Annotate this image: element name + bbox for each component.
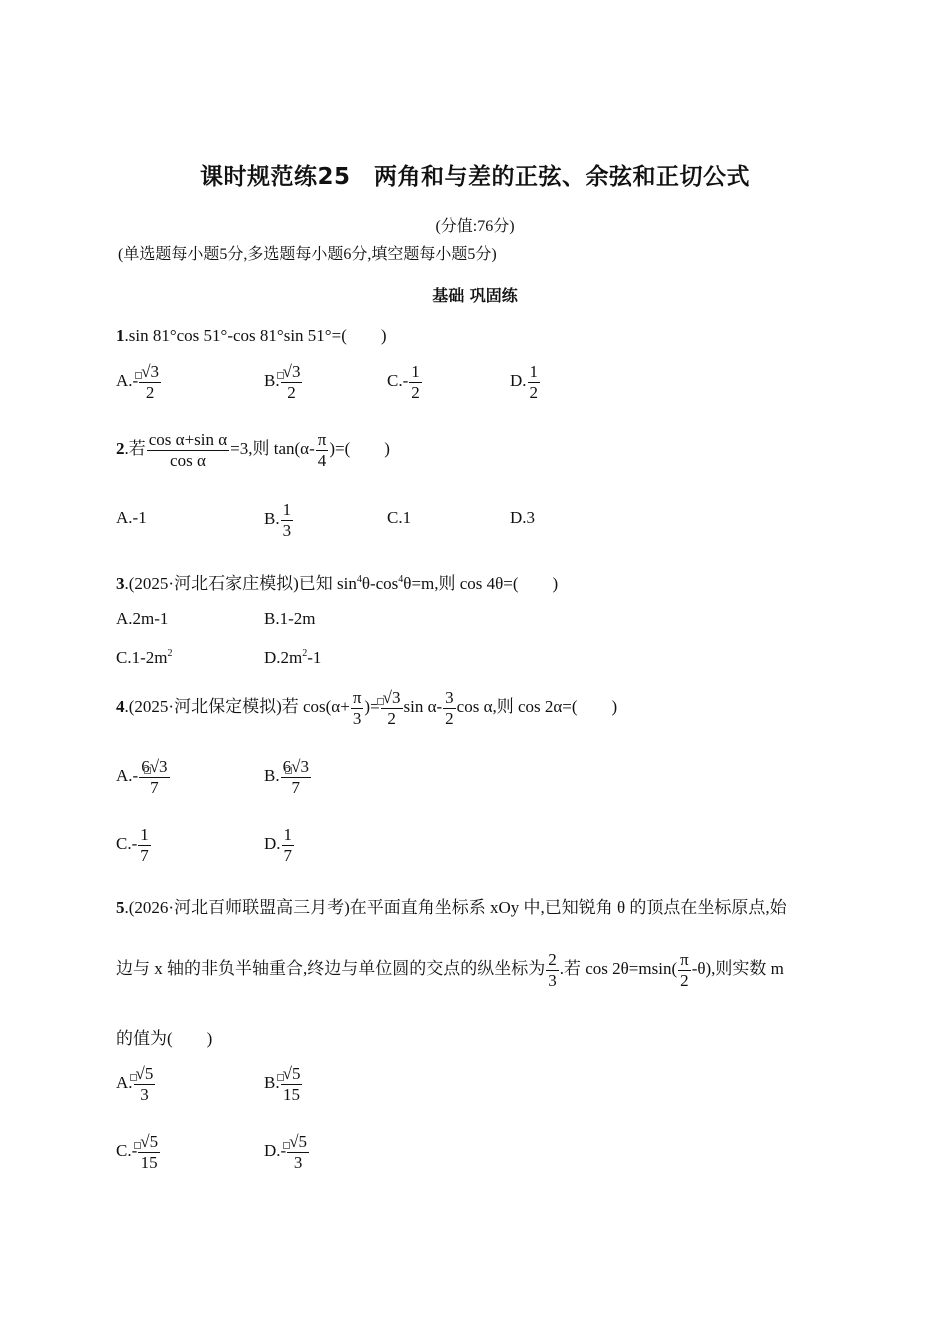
option-1d[interactable] bbox=[510, 362, 541, 402]
option-2c[interactable]: C.1 bbox=[387, 508, 412, 527]
option-5c[interactable] bbox=[116, 1132, 161, 1172]
fraction: $\frac{1}{3}$ bbox=[282, 500, 292, 540]
option-label: C.- bbox=[387, 370, 409, 390]
section-heading: 基础 巩固练 bbox=[432, 286, 518, 305]
question-5-line-3: 的值为( ) bbox=[116, 1029, 213, 1048]
option-label: C.- bbox=[116, 1140, 138, 1160]
fraction: $\frac{√3}{2}$ bbox=[281, 362, 303, 402]
option-4b[interactable] bbox=[264, 757, 312, 797]
fraction: $\frac{1}{7}$ bbox=[140, 825, 149, 865]
fraction: $\frac{√3}{2}$ bbox=[139, 362, 161, 402]
option-label: B. bbox=[264, 508, 280, 528]
page-title: 课时规范练25 两角和与差的正弦、余弦和正切公式 bbox=[199, 164, 750, 190]
fraction: $\frac{\pi}{2}$ bbox=[680, 950, 689, 990]
question-number: 4 bbox=[116, 696, 125, 716]
option-2a[interactable]: A.-1 bbox=[116, 508, 147, 527]
fraction: $\frac{\pi}{4}$ bbox=[317, 430, 327, 470]
option-label: B. bbox=[264, 1072, 280, 1092]
question-5-line-2: 边与 x 轴的非负半轴重合,终边与单位圆的交点的纵坐标为 $\frac{2}{3}$ .若 cos 2θ=msin( $\frac{\pi}{2}$ -θ),则实数 m bbox=[116, 950, 784, 990]
option-3b[interactable]: B.1-2m bbox=[264, 609, 316, 628]
fraction: $\frac{1}{2}$ bbox=[411, 362, 420, 402]
option-label: D. bbox=[510, 370, 527, 390]
option-5d[interactable] bbox=[264, 1132, 310, 1172]
fraction: $\frac{√5}{3}$ bbox=[134, 1064, 156, 1104]
question-number: 5 bbox=[116, 898, 125, 917]
question-1-stem bbox=[116, 321, 387, 346]
fraction: $\frac{\pi}{3}$ bbox=[352, 688, 362, 728]
option-3a[interactable]: A.2m-1 bbox=[116, 609, 169, 628]
fraction: 6 √3 7 bbox=[141, 757, 168, 797]
fraction: $\frac{√5}{3}$ bbox=[287, 1132, 309, 1172]
option-2d[interactable]: D.3 bbox=[510, 508, 536, 527]
option-label: B. bbox=[264, 370, 280, 390]
option-5a[interactable] bbox=[116, 1064, 156, 1104]
question-4-stem: 4.(2025·河北保定模拟)若 cos(α+ $\frac{\pi}{3}$ )= $\frac{√3}{2}$ sin α- $\frac{3}{2}$ cos α,则 cos 2α=( ) bbox=[116, 688, 618, 728]
option-3c[interactable]: $C.1-2m^2$ bbox=[116, 648, 173, 667]
question-number: 1 bbox=[116, 326, 125, 345]
fraction: $\frac{√5}{15}$ bbox=[281, 1064, 303, 1104]
fraction: $\frac{1}{7}$ bbox=[283, 825, 293, 865]
option-5b[interactable] bbox=[264, 1064, 303, 1104]
option-3d[interactable]: $D.2m^2-1$ bbox=[264, 648, 322, 667]
question-number: 2 bbox=[116, 438, 125, 458]
option-1c[interactable] bbox=[387, 362, 423, 402]
fraction: $\frac{√3}{2}$ bbox=[381, 688, 403, 728]
option-label: D.- bbox=[264, 1140, 287, 1160]
option-label: A.- bbox=[116, 370, 139, 390]
question-3-stem: 3.(2025·河北石家庄模拟)已知 $\sin^4\theta-\cos^4\theta=m$,则 cos 4θ=( ) bbox=[116, 574, 559, 593]
score-note: (分值:76分) bbox=[435, 218, 515, 235]
option-label: D. bbox=[264, 833, 281, 853]
option-1a[interactable] bbox=[116, 362, 162, 402]
question-5-line-1: 5.(2026·河北百师联盟高三月考)在平面直角坐标系 xOy 中,已知锐角 θ 的顶点在坐标原点,始 bbox=[116, 898, 787, 917]
option-1b[interactable] bbox=[264, 362, 303, 402]
fraction: $\frac{\text{cos α+sin α}}{\text{cos α}}$ bbox=[148, 430, 228, 470]
option-4c[interactable] bbox=[116, 825, 152, 865]
option-label: C.- bbox=[116, 833, 138, 853]
scoring-rule: (单选题每小题5分,多选题每小题6分,填空题每小题5分) bbox=[118, 246, 497, 263]
option-4a[interactable] bbox=[116, 757, 171, 797]
fraction: $\frac{√5}{15}$ bbox=[138, 1132, 160, 1172]
option-label: B. bbox=[264, 765, 280, 785]
question-2-stem: 2.若 $\frac{\text{cos α+sin α}}{\text{cos α}}$ =3,则 tan(α- $\frac{\pi}{4}$ )=( ) bbox=[116, 430, 390, 470]
option-label: A. bbox=[116, 1072, 133, 1092]
question-text: .sin 81°cos 51°-cos 81°sin 51°=( ) bbox=[124, 326, 387, 345]
option-label: A.- bbox=[116, 765, 139, 785]
fraction: $\frac{2}{3}$ bbox=[548, 950, 557, 990]
question-number: 3 bbox=[116, 574, 125, 593]
fraction: $\frac{1}{2}$ bbox=[529, 362, 539, 402]
fraction: $\frac{3}{2}$ bbox=[445, 688, 454, 728]
option-2b[interactable] bbox=[264, 500, 294, 540]
fraction: 6 √3 7 bbox=[282, 757, 309, 797]
option-4d[interactable] bbox=[264, 825, 295, 865]
